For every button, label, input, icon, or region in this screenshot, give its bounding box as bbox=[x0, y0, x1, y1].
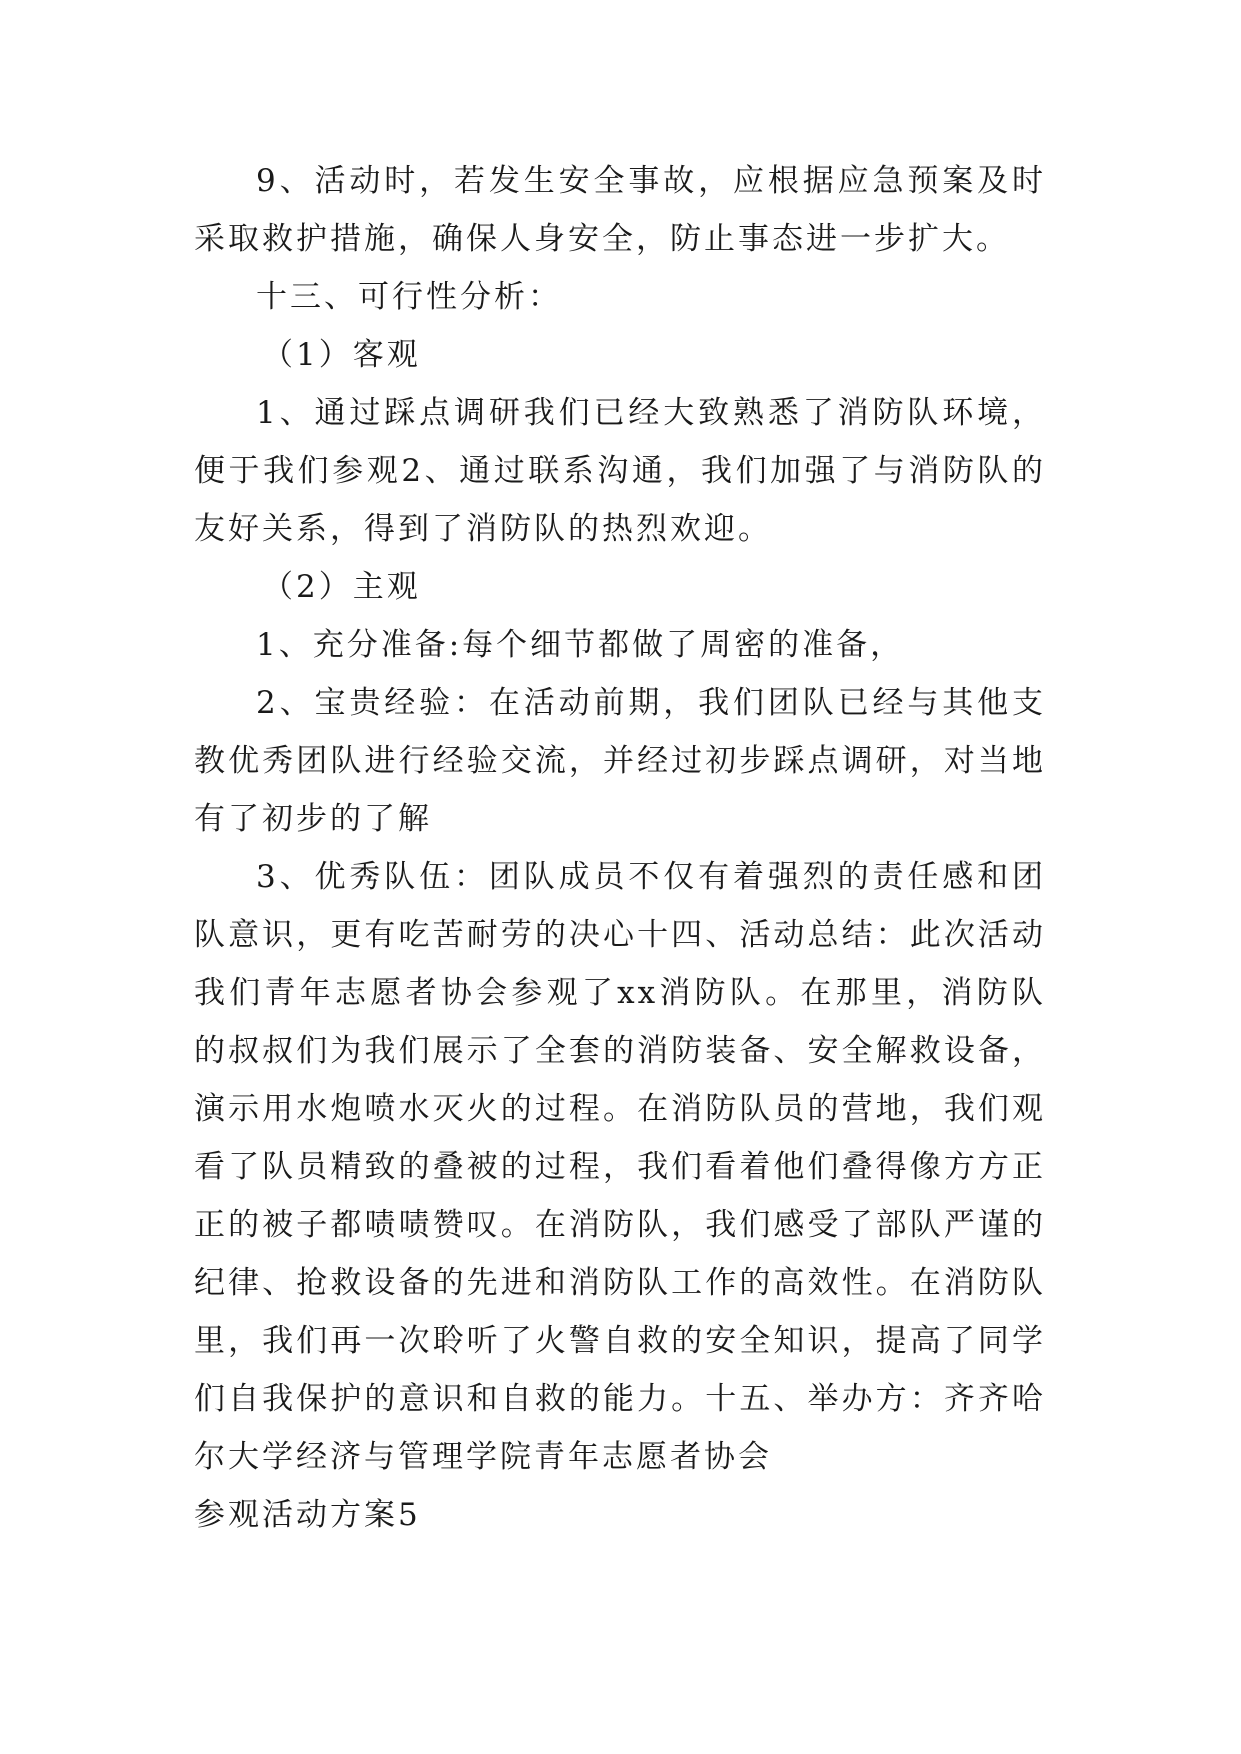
paragraph-experience: 2、宝贵经验：在活动前期，我们团队已经与其他支教优秀团队进行经验交流，并经过初步踩点调研，对当地有了初步的了解 bbox=[194, 685, 1046, 837]
document-page bbox=[194, 152, 1046, 1544]
paragraph-team-and-summary: 3、优秀队伍：团队成员不仅有着强烈的责任感和团队意识，更有吃苦耐劳的决心十四、活动总结：此次活动我们青年志愿者协会参观了xx消防队。在那里，消防队的叔叔们为我们展示了全套的消防装备、安全解救设备，演示用水炮喷水灭火的过程。在消防队员的营地，我们观看了队员精致的叠被的过程，我们看着他们叠得像方方正正的被子都啧啧赞叹。在消防队，我们感受了部队严谨的纪律、抢救设备的先进和消防队工作的高效性。在消防队里，我们再一次聆听了火警自救的安全知识，提高了同学们自我保护的意识和自救的能力。十五、举办方：齐齐哈尔大学经济与管理学院青年志愿者协会 bbox=[194, 859, 1046, 1475]
paragraph-preparation: 1、充分准备:每个细节都做了周密的准备， bbox=[256, 627, 905, 663]
subheading-subjective: （2）主观 bbox=[262, 569, 421, 605]
document-section-title: 参观活动方案5 bbox=[194, 1497, 421, 1533]
subheading-objective: （1）客观 bbox=[262, 337, 421, 373]
section-heading-feasibility: 十三、可行性分析： bbox=[256, 279, 562, 315]
paragraph-objective-points: 1、通过踩点调研我们已经大致熟悉了消防队环境，便于我们参观2、通过联系沟通，我们加强了与消防队的友好关系，得到了消防队的热烈欢迎。 bbox=[194, 395, 1046, 547]
paragraph-item-9: 9、活动时，若发生安全事故，应根据应急预案及时采取救护措施，确保人身安全，防止事态进一步扩大。 bbox=[194, 163, 1046, 257]
